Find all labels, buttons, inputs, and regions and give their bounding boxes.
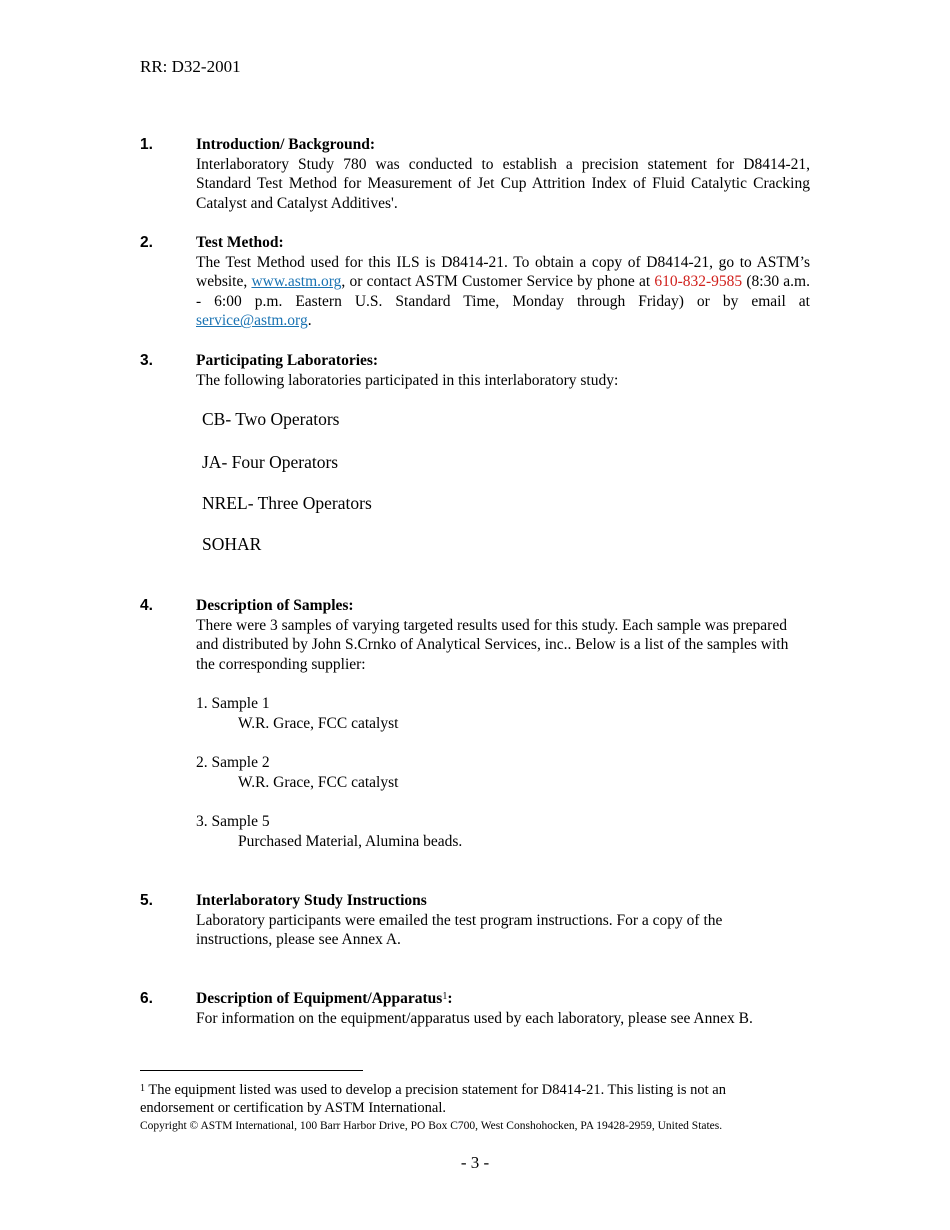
sample-supplier: Purchased Material, Alumina beads.: [238, 833, 463, 850]
lab-item: NREL- Three Operators: [202, 493, 372, 513]
section-1-number: 1.: [140, 136, 153, 153]
footnote-mark: 1: [140, 1083, 145, 1094]
section-3-number: 3.: [140, 352, 153, 369]
footnote-reference[interactable]: 1: [442, 991, 448, 1002]
section-2-body: [196, 253, 810, 331]
footnote-separator: [140, 1070, 363, 1071]
section-1: [196, 135, 810, 213]
sample-supplier: W.R. Grace, FCC catalyst: [238, 715, 399, 732]
section-5: [196, 891, 796, 950]
section-4-title: Description of Samples:: [196, 597, 354, 614]
section-6-title-text: Description of Equipment/Apparatus: [196, 990, 443, 1007]
section-5-body: Laboratory participants were emailed the test program instructions. For a copy of the instructions, please see Annex A.: [196, 911, 723, 949]
footnote: [140, 1081, 800, 1117]
section-2-body-text-b: , or contact ASTM Customer Service by phone at: [341, 273, 655, 291]
section-2-body-text-a: The Test Method used for this ILS is D8414-21. To obtain a copy of D8414-21, go to ASTM’s website,: [196, 253, 810, 291]
page-number: - 3 -: [460, 1153, 490, 1172]
lab-item: SOHAR: [202, 534, 262, 554]
section-2-number: 2.: [140, 234, 153, 251]
sample-item: 1. Sample 1: [196, 695, 270, 712]
sample-item: 3. Sample 5: [196, 813, 270, 830]
section-2-title: Test Method:: [196, 234, 284, 251]
section-4-body: There were 3 samples of varying targeted results used for this study. Each sample was prepared and distributed by John S.Crnko of Analytical Services, inc.. Below is a list of the samples with the corresponding supplier:: [196, 616, 789, 673]
sample-item: 2. Sample 2: [196, 754, 270, 771]
lab-item: JA- Four Operators: [202, 452, 339, 472]
customer-service-phone: 610-832-9585: [654, 273, 743, 291]
service-email-link[interactable]: service@astm.org: [196, 312, 308, 330]
section-3-body: The following laboratories participated in this interlaboratory study:: [196, 371, 619, 389]
section-6-body: For information on the equipment/apparatus used by each laboratory, please see Annex B.: [196, 1009, 753, 1027]
section-6: [196, 989, 800, 1028]
section-3-title: Participating Laboratories:: [196, 352, 379, 369]
page-header: RR: D32-2001: [140, 57, 241, 76]
section-4: [196, 596, 810, 674]
section-1-title: Introduction/ Background:: [196, 136, 376, 153]
section-2-body-text-d: .: [307, 312, 312, 330]
copyright-notice: Copyright © ASTM International, 100 Barr Harbor Drive, PO Box C700, West Conshohocken, PA 19428-2959, United States.: [140, 1120, 723, 1132]
section-5-title: Interlaboratory Study Instructions: [196, 892, 427, 909]
section-1-body: Interlaboratory Study 780 was conducted to establish a precision statement for D8414-21, Standard Test Method for Measurement of Jet Cup Attrition Index of Fluid Catalytic Cracking Catalyst and Catalyst Additives'.: [196, 155, 810, 212]
section-3: [196, 351, 810, 390]
astm-website-link[interactable]: www.astm.org: [251, 273, 342, 291]
section-6-title: [196, 989, 800, 1009]
section-6-number: 6.: [140, 990, 153, 1007]
sample-supplier: W.R. Grace, FCC catalyst: [238, 774, 399, 791]
section-2: [196, 233, 810, 331]
section-4-number: 4.: [140, 597, 153, 614]
lab-item: CB- Two Operators: [202, 409, 340, 429]
section-2-body-text-c: (8:30 a.m. - 6:00 p.m. Eastern U.S. Standard Time, Monday through Friday) or by email at: [196, 273, 810, 310]
section-6-title-suffix: :: [447, 990, 453, 1007]
section-5-number: 5.: [140, 892, 153, 909]
footnote-text: The equipment listed was used to develop a precision statement for D8414-21. This listing is not an endorsement or certification by ASTM International.: [140, 1082, 726, 1116]
